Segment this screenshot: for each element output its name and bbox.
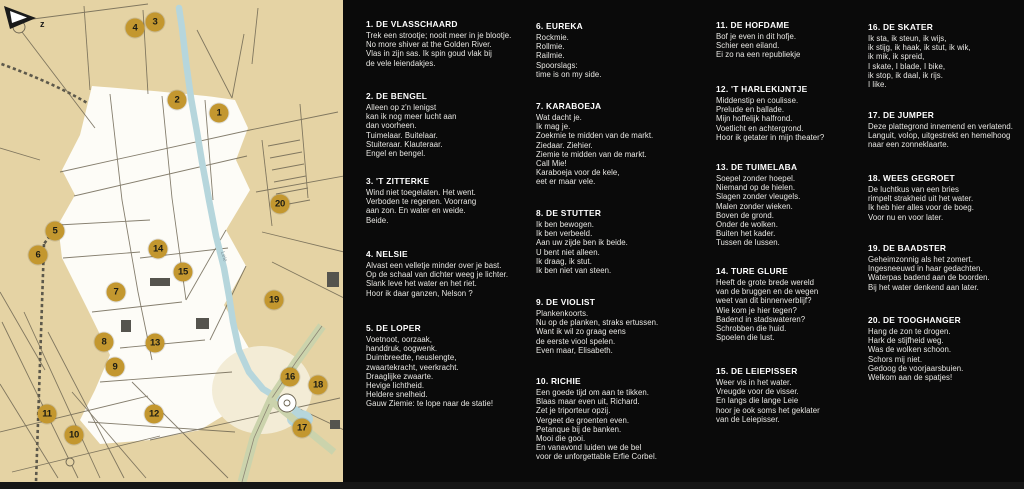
- poem-line: Bij het water denkend aan later.: [868, 282, 979, 292]
- poem-title: 18. WEES GEGROET: [868, 173, 955, 183]
- poem-line: Rollmie.: [536, 42, 565, 52]
- poems-column-2: [536, 0, 704, 482]
- poem-line: Vergeet de groenten even.: [536, 415, 630, 425]
- poem-line: van de bruggen en de wegen: [716, 287, 819, 297]
- map-marker-9[interactable]: 9: [106, 358, 125, 377]
- poem-entry: [868, 22, 971, 89]
- poem-line: Zet je triporteur opzij.: [536, 406, 611, 416]
- poem-entry: [536, 208, 628, 275]
- poem-line: kan ik nog meer lucht aan: [366, 112, 457, 122]
- poem-line: Prelude en ballade.: [716, 105, 785, 115]
- poems-column-4: [868, 0, 1024, 482]
- poem-entry: [868, 243, 990, 292]
- map-marker-6[interactable]: 6: [29, 246, 48, 265]
- poem-line: Railmie.: [536, 51, 565, 61]
- poem-entry: [366, 323, 493, 409]
- poem-entry: [366, 91, 457, 158]
- poem-title: 8. DE STUTTER: [536, 208, 602, 218]
- poem-line: ik stop, ik daal, ik rijs.: [868, 70, 943, 80]
- poem-line: I skate, I blade, I bike,: [868, 61, 946, 71]
- poem-line: ik stijg, ik haak, ik stut, ik wik,: [868, 43, 971, 53]
- poem-title: 12. 'T HARLEKIJNTJE: [716, 84, 808, 94]
- poem-line: Deze plattegrond innemend en verlatend.: [868, 122, 1013, 131]
- poem-line: Karaboeja voor de kele,: [536, 168, 620, 178]
- poem-line: Spoorslags:: [536, 60, 578, 70]
- poem-line: Wie kom je hier tegen?: [716, 305, 797, 315]
- poem-line: Tussen de lussen.: [716, 238, 780, 248]
- poem-line: Badend in stadswateren?: [716, 314, 806, 324]
- poem-line: Gedoog de voorjaarsbuien.: [868, 363, 964, 373]
- poem-line: Aan uw zijde ben ik beide.: [536, 238, 628, 248]
- poem-line: Ik draag, ik stut.: [536, 256, 592, 266]
- map-marker-5[interactable]: 5: [46, 222, 65, 241]
- poem-line: Ingesneeuwd in haar gedachten.: [868, 264, 983, 274]
- poem-line: Mooi die gooi.: [536, 434, 586, 444]
- poem-line: rimpelt strakheid uit het water.: [868, 194, 974, 204]
- poem-line: Alvast een velletje minder over je bast.: [366, 261, 502, 270]
- poem-line: Zoekmie te midden van de markt.: [536, 131, 654, 141]
- poem-line: Boven de grond.: [716, 210, 774, 220]
- poem-line: Stuiteraar. Klauteraar.: [366, 139, 443, 149]
- bottom-edge-strip: [0, 482, 1024, 489]
- poem-line: Ik ben bewogen.: [536, 220, 594, 229]
- poem-line: voor de unforgettable Erfie Corbel.: [536, 452, 657, 462]
- poem-entry: [716, 266, 818, 342]
- map-marker-15[interactable]: 15: [174, 263, 193, 282]
- poem-line: Even maar, Elisabeth.: [536, 345, 613, 355]
- poem-entry: [536, 297, 658, 355]
- poem-line: Duimbreedte, neuslengte,: [366, 353, 457, 363]
- poem-title: 9. DE VIOLIST: [536, 297, 596, 307]
- poem-line: Rockmie.: [536, 33, 569, 42]
- poem-line: U bent niet alleen.: [536, 247, 600, 257]
- poem-line: Call Mie!: [536, 159, 567, 169]
- poem-line: Spoelen die lust.: [716, 333, 775, 343]
- poem-line: Heldere snelheid.: [366, 390, 428, 400]
- poem-line: Hoor ik getater in mijn theater?: [716, 132, 825, 142]
- poem-line: Alleen op z'n lenigst: [366, 103, 437, 112]
- poem-line: Trek een strootje; nooit meer in je blootje.: [366, 31, 512, 40]
- poem-line: Engel en bengel.: [366, 149, 426, 159]
- poem-entry: [716, 162, 800, 248]
- poem-line: ik mik, ik spreid,: [868, 52, 925, 62]
- poem-line: Middenstip en coulisse.: [716, 96, 799, 105]
- poem-line: Ik ben verbeeld.: [536, 229, 593, 239]
- poem-line: Vlas in zijn sas. Ik spin goud vlak bij: [366, 49, 492, 59]
- poem-line: No more shiver at the Golden River.: [366, 40, 492, 50]
- poem-line: hoor je ook soms het geklater: [716, 405, 820, 415]
- poem-line: Ik ben niet van steen.: [536, 266, 612, 276]
- poem-line: Waterpas badend aan de boorden.: [868, 273, 990, 283]
- poem-line: Heeft de grote brede wereld: [716, 278, 815, 287]
- poem-line: Blaas maar even uit, Richard.: [536, 397, 640, 407]
- poem-line: Een goede tijd om aan te tikken.: [536, 388, 649, 397]
- poem-line: Tuimelaar. Buitelaar.: [366, 130, 438, 140]
- poem-line: En vanavond luiden we de bel: [536, 443, 642, 453]
- poem-title: 16. DE SKATER: [868, 22, 933, 32]
- poem-line: Hoor ik daar ganzen, Nelson ?: [366, 288, 473, 298]
- poem-entry: [366, 176, 476, 225]
- map-marker-2[interactable]: 2: [168, 91, 187, 110]
- map-marker-16[interactable]: 16: [281, 368, 300, 387]
- poem-line: Vreugde voor de visser.: [716, 387, 799, 397]
- poem-line: dan voorheen.: [366, 121, 417, 131]
- poem-line: Gauw Ziemie: te lope naar de statie!: [366, 399, 494, 409]
- poem-line: time is on my side.: [536, 69, 602, 79]
- poem-entry: [536, 101, 653, 187]
- poem-title: 19. DE BAADSTER: [868, 243, 947, 253]
- poem-title: 1. DE VLASSCHAARD: [366, 19, 458, 29]
- poem-line: Verboden te regenen. Voorrang: [366, 197, 477, 207]
- poems-column-3: [716, 0, 884, 482]
- poem-line: Voetnoot, oorzaak,: [366, 335, 432, 344]
- poem-line: Ik heb hier alles voor de boeg.: [868, 203, 975, 213]
- poem-title: 13. DE TUIMELABA: [716, 162, 798, 172]
- poem-line: Welkom aan de spatjes!: [868, 373, 953, 383]
- poem-line: de vele leiendakjes.: [366, 58, 436, 68]
- poem-line: aan zon. En water en weide.: [366, 206, 466, 216]
- river-label: Leie: [219, 250, 228, 263]
- poem-line: Beide.: [366, 215, 389, 225]
- poem-line: Onder de wolken.: [716, 220, 778, 230]
- poem-entry: [536, 21, 602, 79]
- north-label: z: [40, 19, 45, 29]
- map-marker-13[interactable]: 13: [146, 334, 165, 353]
- poem-line: De luchtkus van een bries: [868, 185, 959, 194]
- poems-column-1: [366, 0, 534, 482]
- poem-entry: [536, 376, 657, 462]
- poem-entry: [716, 20, 800, 60]
- map-marker-14[interactable]: 14: [149, 240, 168, 259]
- poem-title: 14. TURE GLURE: [716, 266, 788, 276]
- poem-line: Voor nu en voor later.: [868, 212, 944, 222]
- poem-entry: [716, 366, 820, 424]
- poem-line: Buiten het kader.: [716, 229, 776, 239]
- poem-title: 7. KARABOEJA: [536, 101, 602, 111]
- map-marker-20[interactable]: 20: [271, 195, 290, 214]
- map-marker-7[interactable]: 7: [107, 283, 126, 302]
- poem-line: Ik sta, ik steun, ik wijs,: [868, 34, 947, 43]
- poem-title: 6. EUREKA: [536, 21, 583, 31]
- map-marker-3[interactable]: 3: [146, 13, 165, 32]
- poem-entry: [366, 19, 511, 68]
- poem-line: Geheimzonnig als het zomert.: [868, 255, 973, 264]
- poem-line: eet er maar vele.: [536, 177, 596, 187]
- poem-line: Malen zonder wieken.: [716, 201, 793, 211]
- poem-line: I like.: [868, 80, 887, 90]
- poem-title: 10. RICHIE: [536, 376, 581, 386]
- poem-line: Schier een eiland.: [716, 41, 780, 51]
- poem-title: 11. DE HOFDAME: [716, 20, 790, 30]
- map-marker-12[interactable]: 12: [145, 405, 164, 424]
- map-marker-10[interactable]: 10: [65, 426, 84, 445]
- poem-entry: [868, 110, 1013, 150]
- poem-title: 5. DE LOPER: [366, 323, 421, 333]
- poem-entry: [868, 173, 974, 222]
- poem-line: de eerste viool spelen.: [536, 336, 616, 346]
- poem-panel: [343, 0, 1024, 489]
- poem-line: Voetlicht en achtergrond.: [716, 123, 804, 133]
- poem-line: Draaglijke zwaarte.: [366, 371, 434, 381]
- poem-title: 20. DE TOOGHANGER: [868, 315, 961, 325]
- poem-line: Weer vis in het water.: [716, 378, 792, 387]
- map-marker-1[interactable]: 1: [210, 104, 229, 123]
- poem-entry: [868, 315, 963, 382]
- poem-line: Ziemie te midden van de markt.: [536, 149, 647, 159]
- poem-line: Wind niet toegelaten. Het went.: [366, 188, 476, 197]
- map-marker-17[interactable]: 17: [293, 419, 312, 438]
- poem-line: Hark de stijfheid weg.: [868, 336, 944, 346]
- poem-line: handdruk, oogwenk.: [366, 344, 438, 354]
- poem-line: Op de schaal van dichter weeg je lichter.: [366, 270, 509, 280]
- poem-line: Ziedaar. Ziehier.: [536, 140, 593, 150]
- poem-line: Soepel zonder hoepel.: [716, 174, 796, 183]
- poem-title: 17. DE JUMPER: [868, 110, 935, 120]
- poem-line: naar een zonneklaarte.: [868, 140, 949, 150]
- poem-line: Was de wolken schoon.: [868, 345, 952, 355]
- poem-line: Slank leve het water en het riet.: [366, 279, 477, 289]
- poem-line: weet van dit binnenverblijf?: [716, 296, 812, 306]
- poem-line: Schrobben die huid.: [716, 324, 787, 334]
- poem-line: Plankenkoorts.: [536, 309, 589, 318]
- poem-line: Petanque bij de banken.: [536, 424, 622, 434]
- poem-line: zwaartekracht, veerkracht.: [366, 362, 459, 372]
- map-marker-11[interactable]: 11: [38, 405, 57, 424]
- poem-line: van de Leiepisser.: [716, 414, 780, 424]
- map-marker-19[interactable]: 19: [265, 291, 284, 310]
- poem-line: Mijn hoffelijk halfrond.: [716, 114, 793, 124]
- poem-line: Hang de zon te drogen.: [868, 327, 951, 336]
- north-arrow-icon: [0, 0, 52, 34]
- poem-line: Slagen zonder vleugels.: [716, 192, 801, 202]
- city-map: [0, 0, 343, 489]
- poem-line: Nu op de planken, straks ertussen.: [536, 318, 659, 328]
- map-marker-18[interactable]: 18: [309, 376, 328, 395]
- map-marker-8[interactable]: 8: [95, 333, 114, 352]
- poem-line: Ei zo na een republiekje: [716, 50, 801, 60]
- poem-line: Niemand op de hielen.: [716, 183, 796, 193]
- poem-line: Want ik wil zo graag eens: [536, 327, 626, 337]
- poem-line: Languit, volop, uitgestrekt en hemelhoog: [868, 131, 1011, 141]
- poem-entry: [366, 249, 508, 298]
- poem-title: 15. DE LEIEPISSER: [716, 366, 798, 376]
- poem-line: Hevige lichtheid.: [366, 381, 425, 391]
- poem-line: Wat dacht je.: [536, 113, 582, 122]
- poem-title: 2. DE BENGEL: [366, 91, 428, 101]
- poem-line: En langs die lange Leie: [716, 396, 799, 406]
- poem-title: 3. 'T ZITTERKE: [366, 176, 430, 186]
- map-marker-4[interactable]: 4: [126, 19, 145, 38]
- poem-entry: [716, 84, 824, 142]
- poem-line: Bof je even in dit hofje.: [716, 32, 797, 41]
- poem-line: Schors mij niet.: [868, 354, 923, 364]
- poem-line: Ik mag je.: [536, 122, 571, 132]
- poem-title: 4. NELSIE: [366, 249, 408, 259]
